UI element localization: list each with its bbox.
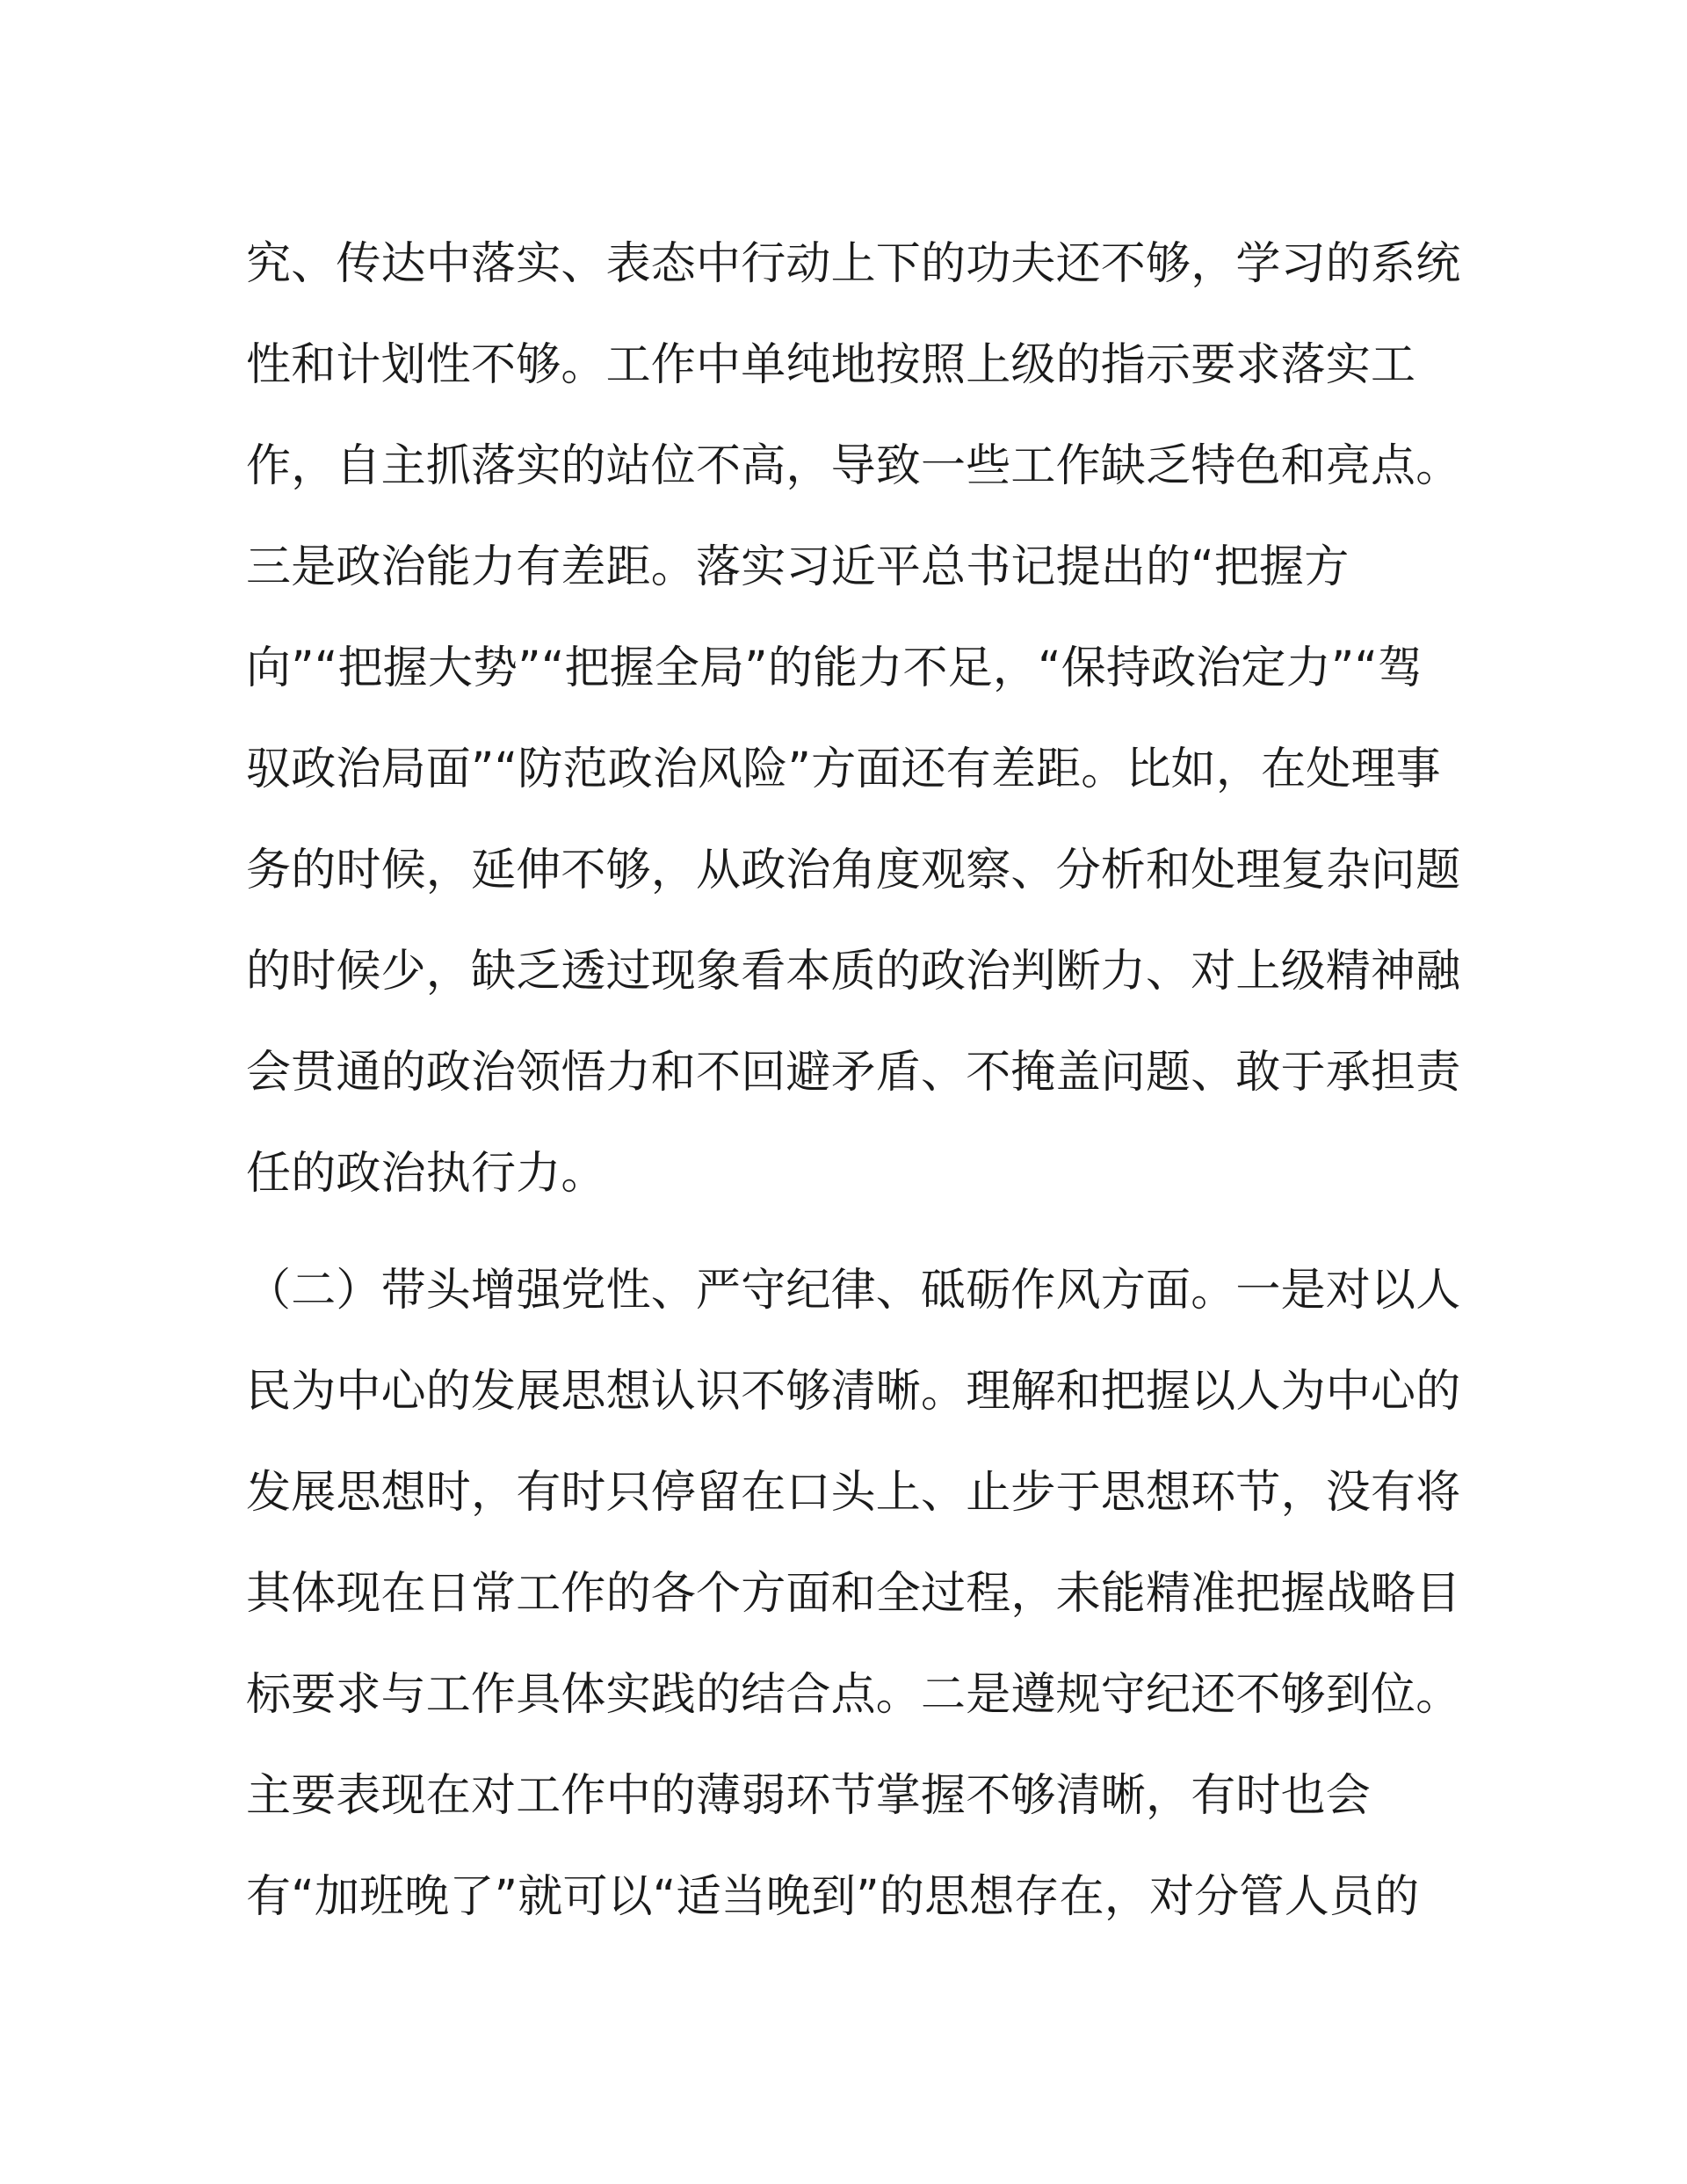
text-line: 驭政治局面”“防范政治风险”方面还有差距。比如，在处理事 xyxy=(246,744,1441,795)
text-line: 向”“把握大势”“把握全局”的能力不足，“保持政治定力”“驾 xyxy=(246,642,1423,694)
text-line: 主要表现在对工作中的薄弱环节掌握不够清晰，有时也会 xyxy=(246,1770,1372,1822)
text-line: 务的时候，延伸不够，从政治角度观察、分析和处理复杂问题 xyxy=(246,845,1461,896)
text-line: 发展思想时，有时只停留在口头上、止步于思想环节，没有将 xyxy=(246,1467,1461,1519)
document-body xyxy=(246,214,1461,1948)
text-line: 的时候少，缺乏透过现象看本质的政治判断力、对上级精神融 xyxy=(246,946,1461,998)
text-line: 任的政治执行力。 xyxy=(246,1148,606,1200)
text-line: 有“加班晚了”就可以“适当晚到”的思想存在，对分管人员的 xyxy=(246,1871,1420,1923)
text-line: 三是政治能力有差距。落实习近平总书记提出的“把握方 xyxy=(246,541,1350,593)
text-line: 其体现在日常工作的各个方面和全过程，未能精准把握战略目 xyxy=(246,1568,1461,1620)
text-line: 性和计划性不够。工作中单纯地按照上级的指示要求落实工 xyxy=(246,339,1416,391)
text-line: 民为中心的发展思想认识不够清晰。理解和把握以人为中心的 xyxy=(246,1366,1461,1418)
text-line: （二）带头增强党性、严守纪律、砥砺作风方面。一是对以人 xyxy=(246,1265,1461,1317)
text-line: 会贯通的政治领悟力和不回避矛盾、不掩盖问题、敢于承担责 xyxy=(246,1047,1461,1099)
paragraph-spacer xyxy=(246,1224,1441,1240)
paragraph-1 xyxy=(246,214,1461,1224)
text-line: 标要求与工作具体实践的结合点。二是遵规守纪还不够到位。 xyxy=(246,1669,1461,1721)
text-line: 作，自主抓落实的站位不高，导致一些工作缺乏特色和亮点。 xyxy=(246,440,1461,492)
paragraph-2 xyxy=(246,1240,1461,1948)
text-line: 究、传达中落实、表态中行动上下的功夫还不够，学习的系统 xyxy=(246,238,1461,290)
